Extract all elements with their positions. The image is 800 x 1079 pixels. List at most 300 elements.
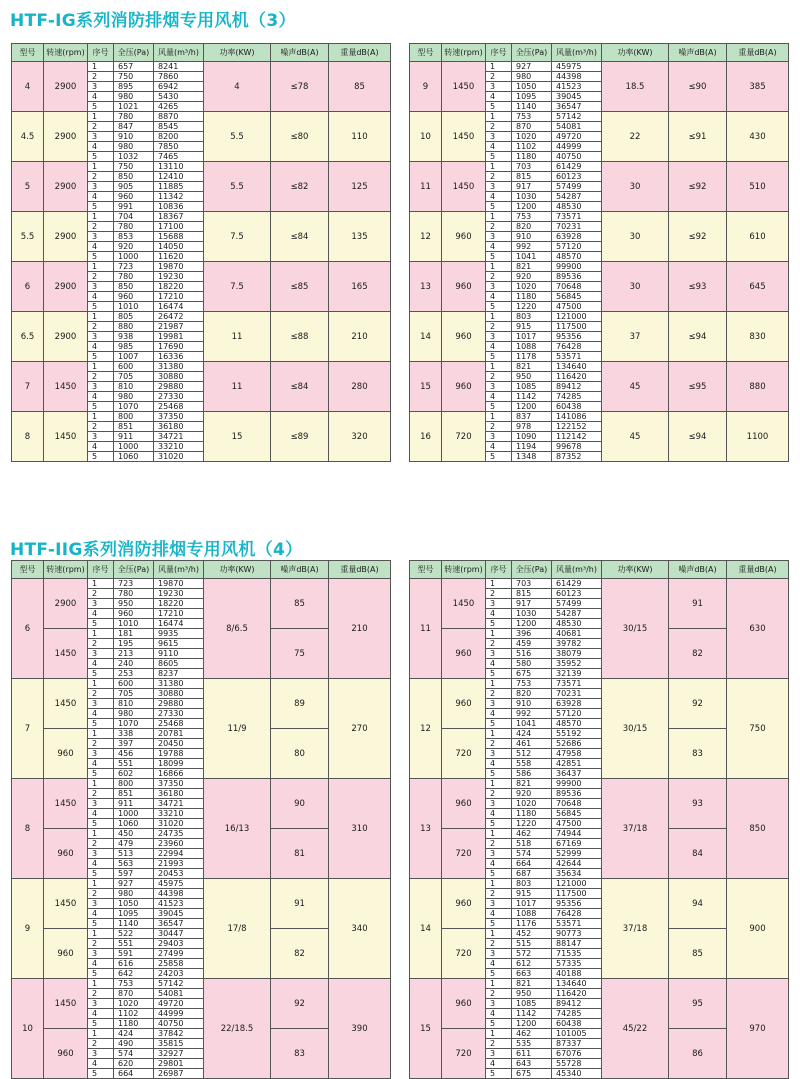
speed-cell: 1450 bbox=[44, 629, 88, 679]
pressure-cell: 1095 bbox=[512, 92, 552, 102]
airflow-cell: 31380 bbox=[154, 679, 204, 689]
airflow-cell: 54081 bbox=[154, 989, 204, 999]
airflow-cell: 89536 bbox=[552, 272, 602, 282]
airflow-cell: 60438 bbox=[552, 402, 602, 412]
pressure-cell: 612 bbox=[512, 959, 552, 969]
model-cell: 12 bbox=[410, 679, 442, 779]
model-cell: 4 bbox=[12, 62, 44, 112]
weight-cell: 210 bbox=[329, 579, 391, 679]
table-row bbox=[12, 162, 391, 172]
seq-cell: 3 bbox=[486, 749, 512, 759]
seq-cell: 5 bbox=[88, 769, 114, 779]
weight-cell: 645 bbox=[727, 262, 789, 312]
seq-cell: 2 bbox=[88, 989, 114, 999]
pressure-cell: 1200 bbox=[512, 1019, 552, 1029]
seq-cell: 4 bbox=[486, 609, 512, 619]
fan-spec-table-1-right bbox=[409, 43, 789, 462]
airflow-cell: 99678 bbox=[552, 442, 602, 452]
pressure-cell: 1220 bbox=[512, 302, 552, 312]
pressure-cell: 1220 bbox=[512, 819, 552, 829]
pressure-cell: 992 bbox=[512, 709, 552, 719]
pressure-cell: 880 bbox=[114, 322, 154, 332]
airflow-cell: 19788 bbox=[154, 749, 204, 759]
airflow-cell: 60123 bbox=[552, 589, 602, 599]
model-cell: 10 bbox=[12, 979, 44, 1079]
pressure-cell: 980 bbox=[114, 392, 154, 402]
noise-cell: ≤80 bbox=[271, 112, 329, 162]
pressure-cell: 600 bbox=[114, 362, 154, 372]
pressure-cell: 847 bbox=[114, 122, 154, 132]
airflow-cell: 57499 bbox=[552, 182, 602, 192]
pressure-cell: 687 bbox=[512, 869, 552, 879]
seq-cell: 3 bbox=[486, 382, 512, 392]
airflow-cell: 40188 bbox=[552, 969, 602, 979]
airflow-cell: 47958 bbox=[552, 749, 602, 759]
pressure-cell: 703 bbox=[512, 162, 552, 172]
pressure-cell: 821 bbox=[512, 262, 552, 272]
noise-cell: 92 bbox=[271, 979, 329, 1029]
airflow-cell: 19870 bbox=[154, 579, 204, 589]
airflow-cell: 23960 bbox=[154, 839, 204, 849]
model-cell: 15 bbox=[410, 979, 442, 1079]
seq-cell: 1 bbox=[486, 312, 512, 322]
noise-cell: ≤82 bbox=[271, 162, 329, 212]
airflow-cell: 134640 bbox=[552, 362, 602, 372]
seq-cell: 4 bbox=[88, 959, 114, 969]
speed-cell: 960 bbox=[442, 879, 486, 929]
pressure-cell: 1348 bbox=[512, 452, 552, 462]
airflow-cell: 56845 bbox=[552, 292, 602, 302]
column-header: 序号 bbox=[88, 44, 114, 62]
airflow-cell: 36547 bbox=[552, 102, 602, 112]
airflow-cell: 9615 bbox=[154, 639, 204, 649]
airflow-cell: 7465 bbox=[154, 152, 204, 162]
speed-cell: 960 bbox=[442, 979, 486, 1029]
column-header: 功率(KW) bbox=[204, 561, 271, 579]
pressure-cell: 338 bbox=[114, 729, 154, 739]
seq-cell: 3 bbox=[88, 999, 114, 1009]
airflow-cell: 24203 bbox=[154, 969, 204, 979]
seq-cell: 1 bbox=[88, 312, 114, 322]
seq-cell: 2 bbox=[88, 372, 114, 382]
airflow-cell: 8870 bbox=[154, 112, 204, 122]
pressure-cell: 535 bbox=[512, 1039, 552, 1049]
weight-cell: 510 bbox=[727, 162, 789, 212]
model-cell: 7 bbox=[12, 362, 44, 412]
airflow-cell: 24735 bbox=[154, 829, 204, 839]
seq-cell: 2 bbox=[486, 1039, 512, 1049]
airflow-cell: 52999 bbox=[552, 849, 602, 859]
seq-cell: 4 bbox=[486, 1009, 512, 1019]
airflow-cell: 8200 bbox=[154, 132, 204, 142]
power-cell: 45 bbox=[602, 362, 669, 412]
seq-cell: 1 bbox=[486, 579, 512, 589]
seq-cell: 4 bbox=[88, 709, 114, 719]
airflow-cell: 44999 bbox=[552, 142, 602, 152]
pressure-cell: 1200 bbox=[512, 619, 552, 629]
airflow-cell: 16474 bbox=[154, 302, 204, 312]
seq-cell: 2 bbox=[88, 889, 114, 899]
seq-cell: 3 bbox=[88, 899, 114, 909]
speed-cell: 720 bbox=[442, 1029, 486, 1079]
seq-cell: 3 bbox=[486, 282, 512, 292]
pressure-cell: 815 bbox=[512, 589, 552, 599]
airflow-cell: 19870 bbox=[154, 262, 204, 272]
speed-cell: 960 bbox=[442, 629, 486, 679]
seq-cell: 3 bbox=[88, 432, 114, 442]
pressure-cell: 910 bbox=[114, 132, 154, 142]
airflow-cell: 11342 bbox=[154, 192, 204, 202]
pressure-cell: 1142 bbox=[512, 392, 552, 402]
noise-cell: 85 bbox=[669, 929, 727, 979]
pressure-cell: 780 bbox=[114, 222, 154, 232]
power-cell: 45/22 bbox=[602, 979, 669, 1079]
pressure-cell: 870 bbox=[512, 122, 552, 132]
pressure-cell: 1000 bbox=[114, 252, 154, 262]
pressure-cell: 1020 bbox=[512, 799, 552, 809]
airflow-cell: 60438 bbox=[552, 1019, 602, 1029]
column-header: 重量dB(A) bbox=[329, 44, 391, 62]
airflow-cell: 19230 bbox=[154, 589, 204, 599]
noise-cell: 83 bbox=[271, 1029, 329, 1079]
pressure-cell: 1020 bbox=[114, 999, 154, 1009]
seq-cell: 2 bbox=[486, 989, 512, 999]
pressure-cell: 620 bbox=[114, 1059, 154, 1069]
airflow-cell: 48530 bbox=[552, 619, 602, 629]
seq-cell: 1 bbox=[88, 412, 114, 422]
airflow-cell: 76428 bbox=[552, 342, 602, 352]
pressure-cell: 1180 bbox=[512, 152, 552, 162]
pressure-cell: 1030 bbox=[512, 192, 552, 202]
pressure-cell: 978 bbox=[512, 422, 552, 432]
pressure-cell: 1102 bbox=[114, 1009, 154, 1019]
airflow-cell: 89412 bbox=[552, 999, 602, 1009]
pressure-cell: 911 bbox=[114, 432, 154, 442]
pressure-cell: 753 bbox=[512, 212, 552, 222]
power-cell: 8/6.5 bbox=[204, 579, 271, 679]
pressure-cell: 851 bbox=[114, 422, 154, 432]
weight-cell: 110 bbox=[329, 112, 391, 162]
power-cell: 11/9 bbox=[204, 679, 271, 779]
pressure-cell: 821 bbox=[512, 979, 552, 989]
pressure-cell: 837 bbox=[512, 412, 552, 422]
pressure-cell: 462 bbox=[512, 1029, 552, 1039]
airflow-cell: 4265 bbox=[154, 102, 204, 112]
airflow-cell: 57335 bbox=[552, 959, 602, 969]
pressure-cell: 1085 bbox=[512, 999, 552, 1009]
airflow-cell: 53571 bbox=[552, 919, 602, 929]
pressure-cell: 1200 bbox=[512, 402, 552, 412]
weight-cell: 340 bbox=[329, 879, 391, 979]
pressure-cell: 1041 bbox=[512, 252, 552, 262]
pressure-cell: 574 bbox=[114, 1049, 154, 1059]
column-header: 转速(rpm) bbox=[442, 561, 486, 579]
airflow-cell: 73571 bbox=[552, 679, 602, 689]
seq-cell: 3 bbox=[88, 182, 114, 192]
seq-cell: 5 bbox=[88, 352, 114, 362]
pressure-cell: 1060 bbox=[114, 819, 154, 829]
power-cell: 37/18 bbox=[602, 779, 669, 879]
airflow-cell: 44999 bbox=[154, 1009, 204, 1019]
column-header: 型号 bbox=[12, 44, 44, 62]
airflow-cell: 20450 bbox=[154, 739, 204, 749]
speed-cell: 960 bbox=[442, 262, 486, 312]
pressure-cell: 803 bbox=[512, 312, 552, 322]
pressure-cell: 213 bbox=[114, 649, 154, 659]
pressure-cell: 563 bbox=[114, 859, 154, 869]
airflow-cell: 18367 bbox=[154, 212, 204, 222]
seq-cell: 1 bbox=[88, 262, 114, 272]
airflow-cell: 76428 bbox=[552, 909, 602, 919]
airflow-cell: 14050 bbox=[154, 242, 204, 252]
speed-cell: 1450 bbox=[44, 779, 88, 829]
pressure-cell: 950 bbox=[114, 599, 154, 609]
airflow-cell: 45340 bbox=[552, 1069, 602, 1079]
airflow-cell: 70648 bbox=[552, 799, 602, 809]
speed-cell: 960 bbox=[44, 929, 88, 979]
seq-cell: 4 bbox=[88, 1059, 114, 1069]
table-row bbox=[12, 212, 391, 222]
noise-cell: ≤93 bbox=[669, 262, 727, 312]
table-row bbox=[410, 679, 789, 689]
airflow-cell: 67076 bbox=[552, 1049, 602, 1059]
column-header: 型号 bbox=[12, 561, 44, 579]
seq-cell: 2 bbox=[486, 422, 512, 432]
weight-cell: 135 bbox=[329, 212, 391, 262]
airflow-cell: 45975 bbox=[552, 62, 602, 72]
pressure-cell: 586 bbox=[512, 769, 552, 779]
airflow-cell: 95356 bbox=[552, 332, 602, 342]
airflow-cell: 11620 bbox=[154, 252, 204, 262]
airflow-cell: 39045 bbox=[552, 92, 602, 102]
noise-cell: ≤78 bbox=[271, 62, 329, 112]
noise-cell: ≤91 bbox=[669, 112, 727, 162]
pressure-cell: 780 bbox=[114, 272, 154, 282]
seq-cell: 2 bbox=[88, 122, 114, 132]
seq-cell: 4 bbox=[486, 1059, 512, 1069]
speed-cell: 960 bbox=[44, 729, 88, 779]
seq-cell: 4 bbox=[88, 192, 114, 202]
seq-cell: 5 bbox=[88, 402, 114, 412]
speed-cell: 960 bbox=[442, 212, 486, 262]
table-row bbox=[12, 312, 391, 322]
seq-cell: 1 bbox=[88, 829, 114, 839]
airflow-cell: 35952 bbox=[552, 659, 602, 669]
seq-cell: 2 bbox=[486, 72, 512, 82]
noise-cell: ≤90 bbox=[669, 62, 727, 112]
pressure-cell: 821 bbox=[512, 362, 552, 372]
airflow-cell: 61429 bbox=[552, 579, 602, 589]
airflow-cell: 95356 bbox=[552, 899, 602, 909]
speed-cell: 2900 bbox=[44, 579, 88, 629]
pressure-cell: 1021 bbox=[114, 102, 154, 112]
airflow-cell: 63928 bbox=[552, 232, 602, 242]
column-header: 转速(rpm) bbox=[44, 44, 88, 62]
speed-cell: 2900 bbox=[44, 212, 88, 262]
speed-cell: 1450 bbox=[442, 62, 486, 112]
seq-cell: 4 bbox=[88, 859, 114, 869]
noise-cell: 94 bbox=[669, 879, 727, 929]
pressure-cell: 750 bbox=[114, 72, 154, 82]
airflow-cell: 63928 bbox=[552, 699, 602, 709]
column-header: 噪声dB(A) bbox=[669, 44, 727, 62]
header-row bbox=[12, 44, 391, 62]
model-cell: 6.5 bbox=[12, 312, 44, 362]
airflow-cell: 48570 bbox=[552, 252, 602, 262]
power-cell: 18.5 bbox=[602, 62, 669, 112]
speed-cell: 1450 bbox=[44, 362, 88, 412]
weight-cell: 830 bbox=[727, 312, 789, 362]
pressure-cell: 1041 bbox=[512, 719, 552, 729]
seq-cell: 3 bbox=[486, 649, 512, 659]
pressure-cell: 663 bbox=[512, 969, 552, 979]
noise-cell: ≤92 bbox=[669, 212, 727, 262]
weight-cell: 430 bbox=[727, 112, 789, 162]
noise-cell: 91 bbox=[669, 579, 727, 629]
power-cell: 11 bbox=[204, 312, 271, 362]
noise-cell: 82 bbox=[271, 929, 329, 979]
seq-cell: 1 bbox=[486, 879, 512, 889]
seq-cell: 5 bbox=[486, 202, 512, 212]
fan-spec-table-1-left bbox=[11, 43, 391, 462]
noise-cell: 89 bbox=[271, 679, 329, 729]
airflow-cell: 112142 bbox=[552, 432, 602, 442]
noise-cell: ≤95 bbox=[669, 362, 727, 412]
airflow-cell: 34721 bbox=[154, 432, 204, 442]
pressure-cell: 992 bbox=[512, 242, 552, 252]
seq-cell: 1 bbox=[486, 62, 512, 72]
seq-cell: 2 bbox=[88, 739, 114, 749]
column-header: 型号 bbox=[410, 44, 442, 62]
pressure-cell: 910 bbox=[512, 699, 552, 709]
noise-cell: 85 bbox=[271, 579, 329, 629]
seq-cell: 5 bbox=[88, 252, 114, 262]
seq-cell: 3 bbox=[88, 799, 114, 809]
airflow-cell: 67169 bbox=[552, 839, 602, 849]
airflow-cell: 7850 bbox=[154, 142, 204, 152]
noise-cell: 80 bbox=[271, 729, 329, 779]
power-cell: 37 bbox=[602, 312, 669, 362]
pressure-cell: 490 bbox=[114, 1039, 154, 1049]
airflow-cell: 57142 bbox=[552, 112, 602, 122]
seq-cell: 4 bbox=[486, 759, 512, 769]
pressure-cell: 780 bbox=[114, 589, 154, 599]
pressure-cell: 704 bbox=[114, 212, 154, 222]
seq-cell: 2 bbox=[486, 172, 512, 182]
seq-cell: 3 bbox=[88, 699, 114, 709]
fan-spec-table-2-right bbox=[409, 560, 789, 1079]
seq-cell: 3 bbox=[88, 649, 114, 659]
seq-cell: 5 bbox=[486, 1069, 512, 1079]
pressure-cell: 753 bbox=[114, 979, 154, 989]
seq-cell: 3 bbox=[88, 132, 114, 142]
seq-cell: 4 bbox=[486, 442, 512, 452]
airflow-cell: 18099 bbox=[154, 759, 204, 769]
airflow-cell: 42851 bbox=[552, 759, 602, 769]
airflow-cell: 57120 bbox=[552, 709, 602, 719]
pressure-cell: 705 bbox=[114, 372, 154, 382]
seq-cell: 2 bbox=[88, 72, 114, 82]
airflow-cell: 70231 bbox=[552, 222, 602, 232]
speed-cell: 1450 bbox=[44, 879, 88, 929]
airflow-cell: 37842 bbox=[154, 1029, 204, 1039]
column-header: 功率(KW) bbox=[602, 44, 669, 62]
seq-cell: 1 bbox=[486, 112, 512, 122]
seq-cell: 2 bbox=[88, 689, 114, 699]
airflow-cell: 48570 bbox=[552, 719, 602, 729]
airflow-cell: 30447 bbox=[154, 929, 204, 939]
airflow-cell: 116420 bbox=[552, 989, 602, 999]
seq-cell: 3 bbox=[486, 799, 512, 809]
seq-cell: 1 bbox=[486, 929, 512, 939]
airflow-cell: 42644 bbox=[552, 859, 602, 869]
pressure-cell: 917 bbox=[512, 599, 552, 609]
model-cell: 15 bbox=[410, 362, 442, 412]
airflow-cell: 29880 bbox=[154, 699, 204, 709]
seq-cell: 5 bbox=[88, 102, 114, 112]
pressure-cell: 753 bbox=[512, 679, 552, 689]
airflow-cell: 89412 bbox=[552, 382, 602, 392]
pressure-cell: 1050 bbox=[512, 82, 552, 92]
weight-cell: 750 bbox=[727, 679, 789, 779]
pressure-cell: 1102 bbox=[512, 142, 552, 152]
pressure-cell: 1050 bbox=[114, 899, 154, 909]
seq-cell: 5 bbox=[486, 252, 512, 262]
speed-cell: 720 bbox=[442, 929, 486, 979]
model-cell: 9 bbox=[12, 879, 44, 979]
weight-cell: 610 bbox=[727, 212, 789, 262]
power-cell: 37/18 bbox=[602, 879, 669, 979]
table-row bbox=[12, 112, 391, 122]
airflow-cell: 13110 bbox=[154, 162, 204, 172]
noise-cell: 95 bbox=[669, 979, 727, 1029]
model-cell: 4.5 bbox=[12, 112, 44, 162]
seq-cell: 2 bbox=[486, 272, 512, 282]
pressure-cell: 1020 bbox=[512, 132, 552, 142]
airflow-cell: 40750 bbox=[552, 152, 602, 162]
airflow-cell: 53571 bbox=[552, 352, 602, 362]
pressure-cell: 1010 bbox=[114, 302, 154, 312]
power-cell: 45 bbox=[602, 412, 669, 462]
noise-cell: ≤89 bbox=[271, 412, 329, 462]
pressure-cell: 960 bbox=[114, 192, 154, 202]
pressure-cell: 424 bbox=[114, 1029, 154, 1039]
pressure-cell: 1030 bbox=[512, 609, 552, 619]
model-cell: 13 bbox=[410, 262, 442, 312]
power-cell: 7.5 bbox=[204, 212, 271, 262]
seq-cell: 1 bbox=[486, 412, 512, 422]
seq-cell: 4 bbox=[486, 192, 512, 202]
airflow-cell: 116420 bbox=[552, 372, 602, 382]
airflow-cell: 16866 bbox=[154, 769, 204, 779]
pressure-cell: 920 bbox=[512, 272, 552, 282]
pressure-cell: 780 bbox=[114, 112, 154, 122]
seq-cell: 5 bbox=[486, 352, 512, 362]
pressure-cell: 574 bbox=[512, 849, 552, 859]
pressure-cell: 1007 bbox=[114, 352, 154, 362]
seq-cell: 3 bbox=[486, 699, 512, 709]
seq-cell: 5 bbox=[486, 102, 512, 112]
pressure-cell: 1017 bbox=[512, 899, 552, 909]
airflow-cell: 45975 bbox=[154, 879, 204, 889]
pressure-cell: 1032 bbox=[114, 152, 154, 162]
seq-cell: 4 bbox=[88, 142, 114, 152]
seq-cell: 3 bbox=[88, 82, 114, 92]
airflow-cell: 15688 bbox=[154, 232, 204, 242]
seq-cell: 5 bbox=[486, 152, 512, 162]
seq-cell: 2 bbox=[88, 222, 114, 232]
seq-cell: 1 bbox=[486, 162, 512, 172]
